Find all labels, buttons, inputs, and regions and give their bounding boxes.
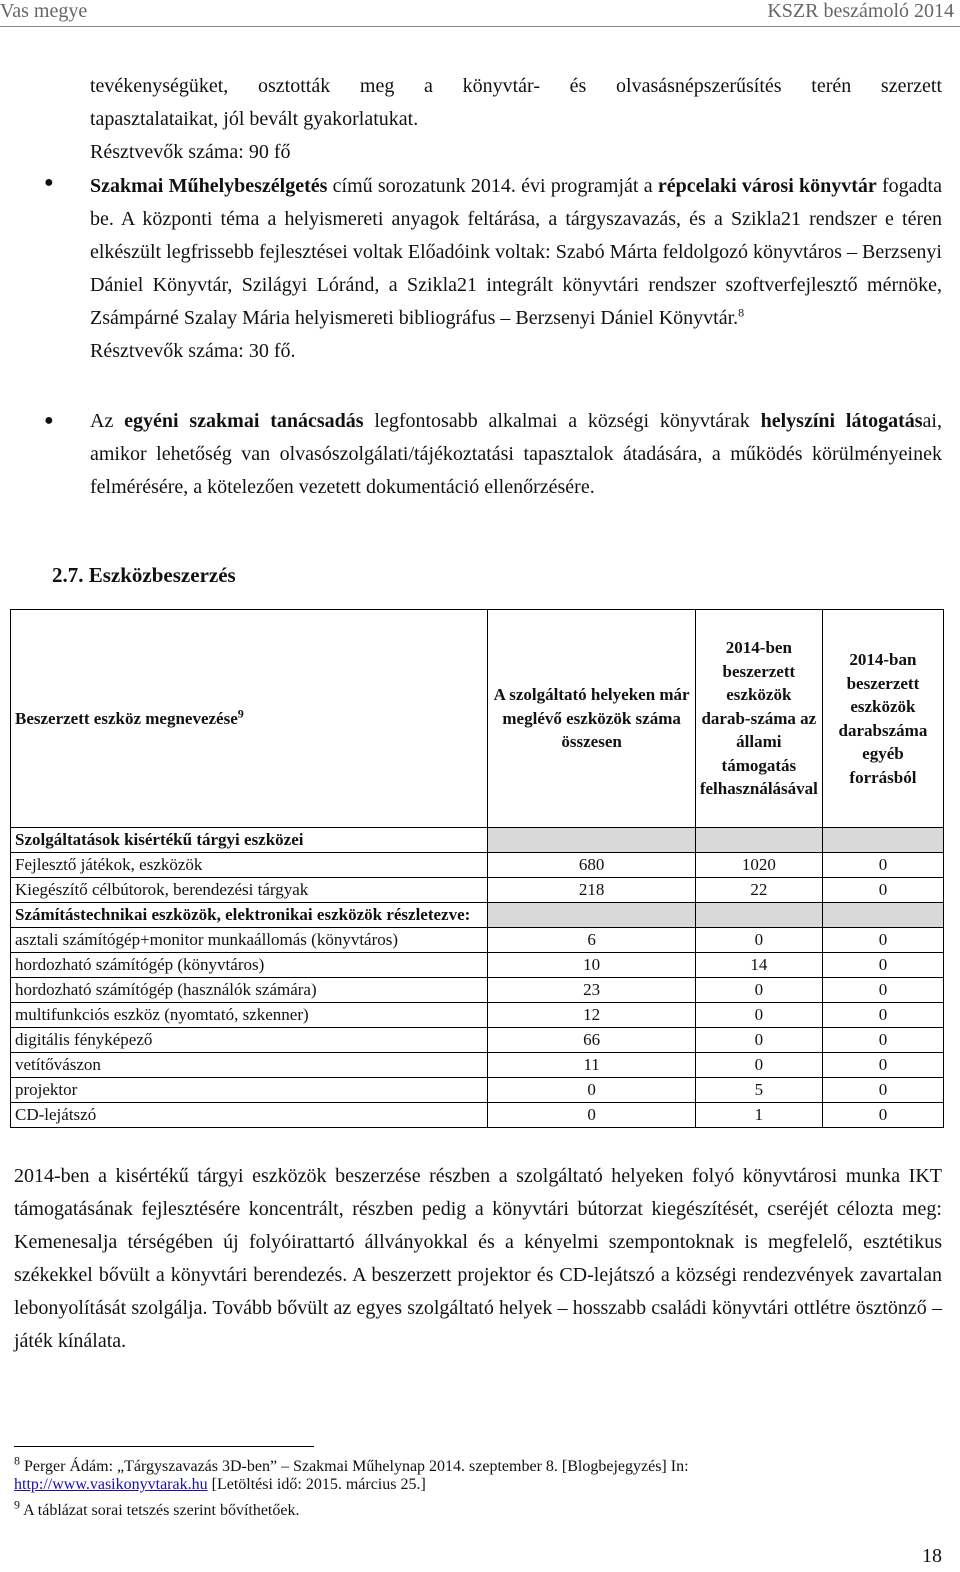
table-row (11, 1103, 944, 1128)
row-state: 22 (695, 878, 822, 903)
section-title: Számítástechnikai eszközök, elektronikai eszközök részletezve: (11, 903, 488, 928)
row-state: 0 (695, 1053, 822, 1078)
row-name: multifunkciós eszköz (nyomtató, szkenner) (11, 1003, 488, 1028)
footnote-ref-9: 9 (237, 706, 244, 721)
row-other: 0 (822, 1028, 943, 1053)
row-name: CD-lejátszó (11, 1103, 488, 1128)
row-name: Kiegészítő célbútorok, berendezési tárgyak (11, 878, 488, 903)
row-name: asztali számítógép+monitor munkaállomás (könyvtáros) (11, 928, 488, 953)
consulting-term: egyéni szakmai tanácsadás (124, 410, 364, 432)
bullet-2-text (90, 405, 942, 504)
workshop-title: Szakmai Műhelybeszélgetés (90, 175, 328, 197)
col-header-existing: A szolgáltató helyeken már meglévő eszközök száma összesen (488, 610, 695, 828)
row-state: 0 (695, 1003, 822, 1028)
row-existing: 218 (488, 878, 695, 903)
bullet-1-text-b: fogadta be. A központi téma a helyismereti anyagok feltárása, a tárgyszavazás, és a Szikla21 rendszer e téren elkészült legfrissebb fejlesztései voltak Előadóink voltak: Szabó Márta feldolgozó könyvtáros – Berzsenyi Dániel Könyvtár, Szilágyi Lóránd, a Szikla21 integrált könyvtári rendszer szoftverfejlesztő mérnöke, Zsámpárné Szalay Mária helyismereti bibliográfus – Berzsenyi Dániel Könyvtár. (90, 175, 942, 329)
row-existing: 680 (488, 853, 695, 878)
row-other: 0 (822, 953, 943, 978)
footnote-9 (14, 1497, 944, 1520)
table-row (11, 978, 944, 1003)
row-other: 0 (822, 1053, 943, 1078)
bullet-2-text-a: Az (90, 410, 125, 432)
row-state: 0 (695, 1028, 822, 1053)
row-name: digitális fényképező (11, 1028, 488, 1053)
row-other: 0 (822, 1078, 943, 1103)
footnote-divider (14, 1446, 314, 1447)
row-state: 1020 (695, 853, 822, 878)
row-existing: 11 (488, 1053, 695, 1078)
intro-line-2: tapasztalataikat, jól bevált gyakorlatukat. (90, 108, 419, 130)
footnote-8-link[interactable]: http://www.vasikonyvtarak.hu (14, 1476, 208, 1493)
shaded-cell (822, 903, 943, 928)
footnote-ref-8: 8 (738, 305, 745, 320)
footnote-8-number: 8 (14, 1453, 20, 1468)
table-row (11, 1078, 944, 1103)
footnote-9-number: 9 (14, 1497, 20, 1512)
shaded-cell (488, 903, 695, 928)
row-state: 0 (695, 928, 822, 953)
row-name: hordozható számítógép (használók számára) (11, 978, 488, 1003)
row-other: 0 (822, 1103, 943, 1128)
page-number: 18 (922, 1545, 942, 1567)
header-left: Vas megye (0, 0, 88, 22)
row-state: 1 (695, 1103, 822, 1128)
intro-line-3: Résztvevők száma: 90 fő (90, 141, 291, 163)
intro-line-1: tevékenységüket, osztották meg a könyvtár- és olvasásnépszerűsítés terén szerzett (90, 75, 942, 97)
table-row (11, 878, 944, 903)
section-row (11, 828, 944, 853)
row-other: 0 (822, 853, 943, 878)
row-name: hordozható számítógép (könyvtáros) (11, 953, 488, 978)
row-existing: 23 (488, 978, 695, 1003)
row-other: 0 (822, 928, 943, 953)
table-row (11, 953, 944, 978)
row-state: 14 (695, 953, 822, 978)
row-state: 0 (695, 978, 822, 1003)
visits-term: helyszíni látogatás (760, 410, 923, 432)
section-row (11, 903, 944, 928)
section-heading: 2.7. Eszközbeszerzés (52, 563, 236, 587)
table-row (11, 853, 944, 878)
row-name: Fejlesztő játékok, eszközök (11, 853, 488, 878)
intro-paragraph (90, 70, 942, 169)
library-name: répcelaki városi könyvtár (657, 175, 877, 197)
row-name: vetítővászon (11, 1053, 488, 1078)
table-row (11, 1053, 944, 1078)
bullet-1-participants: Résztvevők száma: 30 fő. (90, 340, 296, 362)
footnote-8 (14, 1453, 944, 1494)
header-right: KSZR beszámoló 2014 (767, 0, 954, 22)
footnote-9-text: A táblázat sorai tetszés szerint bővíthetőek. (23, 1502, 300, 1519)
table-header-row (11, 610, 944, 828)
row-existing: 66 (488, 1028, 695, 1053)
bullet-2-text-c: ai, amikor lehetőség van olvasószolgálati/tájékoztatási tapasztalok átadására, a működés körülményeinek felmérésére, a kötelezően vezetett dokumentáció ellenőrzésére. (90, 410, 942, 498)
section-title: Szolgáltatások kisértékű tárgyi eszközei (11, 828, 488, 853)
row-name: projektor (11, 1078, 488, 1103)
row-state: 5 (695, 1078, 822, 1103)
table-row (11, 928, 944, 953)
shaded-cell (488, 828, 695, 853)
header-divider (0, 26, 960, 27)
row-existing: 12 (488, 1003, 695, 1028)
col-header-other: 2014-ban beszerzett eszközök darabszáma egyéb forrásból (822, 610, 943, 828)
row-existing: 10 (488, 953, 695, 978)
col-header-name: Beszerzett eszköz megnevezése$^9$ (11, 610, 488, 828)
row-existing: 0 (488, 1078, 695, 1103)
bullet-1-text-a: című sorozatunk 2014. évi programját a (327, 175, 658, 197)
bullet-2-text-b: legfontosabb alkalmai a községi könyvtárak (363, 410, 761, 432)
row-other: 0 (822, 878, 943, 903)
shaded-cell (822, 828, 943, 853)
row-other: 0 (822, 978, 943, 1003)
table-row (11, 1003, 944, 1028)
col-header-state: 2014-ben beszerzett eszközök darab-száma az állami támogatás felhasználásával (695, 610, 822, 828)
closing-paragraph: 2014-ben a kisértékű tárgyi eszközök beszerzése részben a szolgáltató helyeken folyó könyvtárosi munka IKT támogatásának fejlesztésére koncentrált, részben pedig a könyvtári bútorzat kiegészítését, cseréjét célozta meg: Kemenesalja térségében új folyóirattartó állványokkal és a kényelmi szempontoknak is megfelelő, esztétikus székekkel bővült a könyvtári berendezés. A beszerzett projektor és CD-lejátszó a községi rendezvények zavartalan lebonyolítását szolgálja. Tovább bővült az egyes szolgáltató helyek – hosszabb családi könyvtári ottlétre ösztönző – játék kínálata. (14, 1165, 942, 1352)
shaded-cell (695, 828, 822, 853)
footnote-8-text: Perger Ádám: „Tárgyszavazás 3D-ben” – Szakmai Műhelynap 2014. szeptember 8. [Blogbejegyzés] In: (24, 1458, 689, 1475)
shaded-cell (695, 903, 822, 928)
row-existing: 6 (488, 928, 695, 953)
table-row (11, 1028, 944, 1053)
footnote-8-tail: [Letöltési idő: 2015. március 25.] (207, 1476, 426, 1493)
bullet-1-text (90, 170, 942, 368)
row-existing: 0 (488, 1103, 695, 1128)
equipment-table (10, 609, 944, 1128)
row-other: 0 (822, 1003, 943, 1028)
bullet-dot-1: ● (44, 174, 54, 191)
bullet-dot-2: ● (44, 412, 54, 429)
